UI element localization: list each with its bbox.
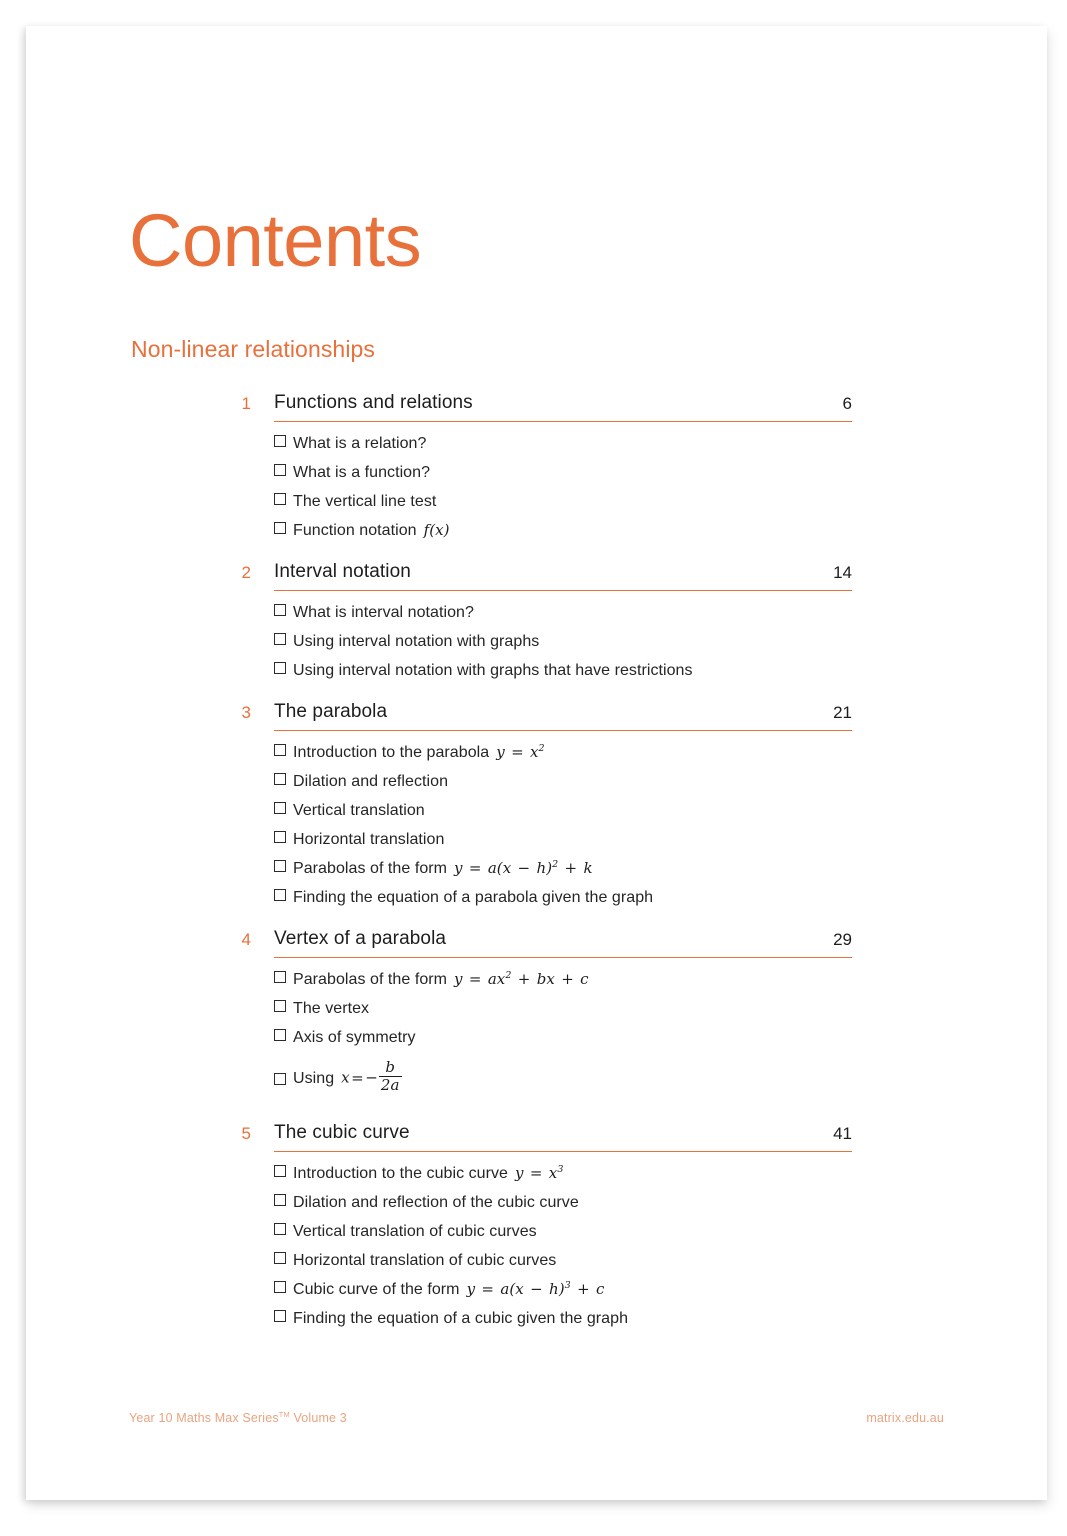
toc-section-title[interactable]: Vertex of a parabola [274,928,447,949]
toc-subitem[interactable] [274,458,1047,487]
toc-subitem[interactable] [274,883,1047,912]
toc-section-number: 3 [241,703,251,722]
checkbox-icon[interactable] [274,860,286,872]
page-title: Contents [129,199,422,282]
toc-subitem[interactable] [274,1052,1047,1106]
toc-section-number: 5 [241,1124,251,1144]
checkbox-icon[interactable] [274,435,286,447]
table-of-contents [26,392,1047,1333]
toc-subitem-list [274,591,1047,685]
footer-volume-text: Volume 3 [289,1411,347,1425]
toc-subitem-list [274,958,1047,1106]
toc-section-title[interactable]: The cubic curve [274,1122,410,1144]
toc-section-header[interactable] [225,561,852,591]
rule-gap [224,955,274,959]
checkbox-icon[interactable] [274,1281,286,1293]
toc-section [26,392,1047,545]
toc-subitem-label: Vertical translation of cubic curves [293,1222,537,1240]
toc-subitem-label: The vertex [293,999,370,1017]
toc-subitem-list [274,422,1047,545]
toc-subitem-label: Using interval notation with graphs [293,632,540,650]
toc-section-page-number: 21 [833,703,852,722]
footer-series-text: Year 10 Maths Max Series [129,1411,279,1425]
toc-subitem-label: What is interval notation? [293,603,474,621]
checkbox-icon[interactable] [274,604,286,616]
math-expression: $y = ax^2$ + bx + c [454,969,589,988]
checkbox-icon[interactable] [274,662,286,674]
footer-website-link[interactable]: matrix.edu.au [866,1411,944,1425]
toc-subitem[interactable] [274,627,1047,656]
toc-subitem-label: The vertical line test [293,492,437,510]
trademark-symbol: TM [278,1409,290,1419]
toc-section-page-number: 6 [842,394,852,413]
rule-gap [224,588,274,592]
checkbox-icon[interactable] [274,971,286,983]
rule-gap [224,419,274,423]
toc-subitem-label: Horizontal translation [293,830,445,848]
toc-subitem[interactable] [274,796,1047,825]
toc-subitem-label: What is a relation? [293,434,427,452]
toc-subitem-label: What is a function? [293,463,431,481]
toc-subitem-label: Function notation [293,521,417,539]
toc-section [26,701,1047,912]
checkbox-icon[interactable] [274,493,286,505]
checkbox-icon[interactable] [274,773,286,785]
toc-subitem[interactable] [274,429,1047,458]
toc-subitem[interactable] [274,1304,1047,1333]
toc-subitem[interactable] [274,1217,1047,1246]
toc-subitem[interactable] [274,767,1047,796]
document-page [26,26,1047,1500]
toc-subitem-label: Axis of symmetry [293,1028,416,1046]
toc-subitem[interactable] [274,598,1047,627]
toc-subitem[interactable] [274,965,1047,994]
toc-section [26,1122,1047,1333]
math-expression: f(x) [423,520,450,539]
toc-subitem[interactable] [274,994,1047,1023]
math-expression: x = − $\frac{b}{2a}$ [341,1057,400,1094]
toc-subitem-label: Introduction to the parabola [293,743,490,761]
page-footer [129,1411,944,1431]
footer-series-label [129,1411,347,1425]
toc-subitem[interactable] [274,487,1047,516]
toc-subitem[interactable] [274,738,1047,767]
toc-section-number: 2 [241,563,251,582]
toc-subitem-label: Parabolas of the form [293,970,448,988]
checkbox-icon[interactable] [274,889,286,901]
toc-section-page-number: 41 [833,1124,852,1144]
toc-subitem[interactable] [274,854,1047,883]
rule-gap [224,728,274,732]
toc-subitem-label: Finding the equation of a parabola given the graph [293,888,654,906]
toc-section-header[interactable] [225,928,852,958]
toc-subitem-label: Using interval notation with graphs that have restrictions [293,661,693,679]
toc-section-title[interactable]: The parabola [274,701,388,722]
toc-subitem-label: Cubic curve of the form [293,1280,460,1298]
rule-gap [224,1149,274,1153]
toc-section [26,561,1047,685]
toc-subitem[interactable] [274,1188,1047,1217]
checkbox-icon[interactable] [274,831,286,843]
math-expression: $y = a(x - h)^3 + c$ [466,1279,605,1298]
toc-subitem-label: Dilation and reflection [293,772,449,790]
toc-subitem-label: Finding the equation of a cubic given the graph [293,1309,629,1327]
checkbox-icon[interactable] [274,522,286,534]
checkbox-icon[interactable] [274,1073,286,1085]
checkbox-icon[interactable] [274,1310,286,1322]
checkbox-icon[interactable] [274,633,286,645]
toc-subitem-label: Horizontal translation of cubic curves [293,1251,557,1269]
checkbox-icon[interactable] [274,1194,286,1206]
toc-subitem-list [274,731,1047,912]
toc-section-title[interactable]: Interval notation [274,561,411,582]
toc-subitem[interactable] [274,656,1047,685]
math-expression: $y = x^3$ [515,1163,564,1182]
toc-subitem[interactable] [274,1246,1047,1275]
toc-section-title[interactable]: Functions and relations [274,392,473,413]
toc-subitem[interactable] [274,1023,1047,1052]
checkbox-icon[interactable] [274,1165,286,1177]
toc-section [26,928,1047,1106]
math-expression: $y = a(x - h)^2 + k$ [454,858,593,877]
toc-subitem-label: Using [293,1069,335,1087]
toc-subitem[interactable] [274,825,1047,854]
checkbox-icon[interactable] [274,1000,286,1012]
toc-section-number: 4 [241,930,251,949]
toc-subitem-label: Parabolas of the form [293,859,448,877]
toc-subitem-label: Vertical translation [293,801,425,819]
toc-subitem[interactable] [274,1275,1047,1304]
toc-section-number: 1 [241,394,251,413]
toc-subitem-label: Dilation and reflection of the cubic curve [293,1193,579,1211]
checkbox-icon[interactable] [274,744,286,756]
toc-subitem[interactable] [274,1159,1047,1188]
checkbox-icon[interactable] [274,1252,286,1264]
unit-title: Non-linear relationships [131,336,376,362]
toc-subitem-label: Introduction to the cubic curve [293,1164,509,1182]
toc-section-header[interactable] [225,392,852,422]
toc-section-header[interactable] [225,1122,852,1152]
checkbox-icon[interactable] [274,1223,286,1235]
toc-section-header[interactable] [225,701,852,731]
toc-section-page-number: 14 [833,563,852,582]
checkbox-icon[interactable] [274,802,286,814]
checkbox-icon[interactable] [274,464,286,476]
toc-section-page-number: 29 [833,930,852,949]
toc-subitem-list [274,1152,1047,1333]
toc-subitem[interactable] [274,516,1047,545]
checkbox-icon[interactable] [274,1029,286,1041]
math-expression: $y = x^2$ [496,742,545,761]
